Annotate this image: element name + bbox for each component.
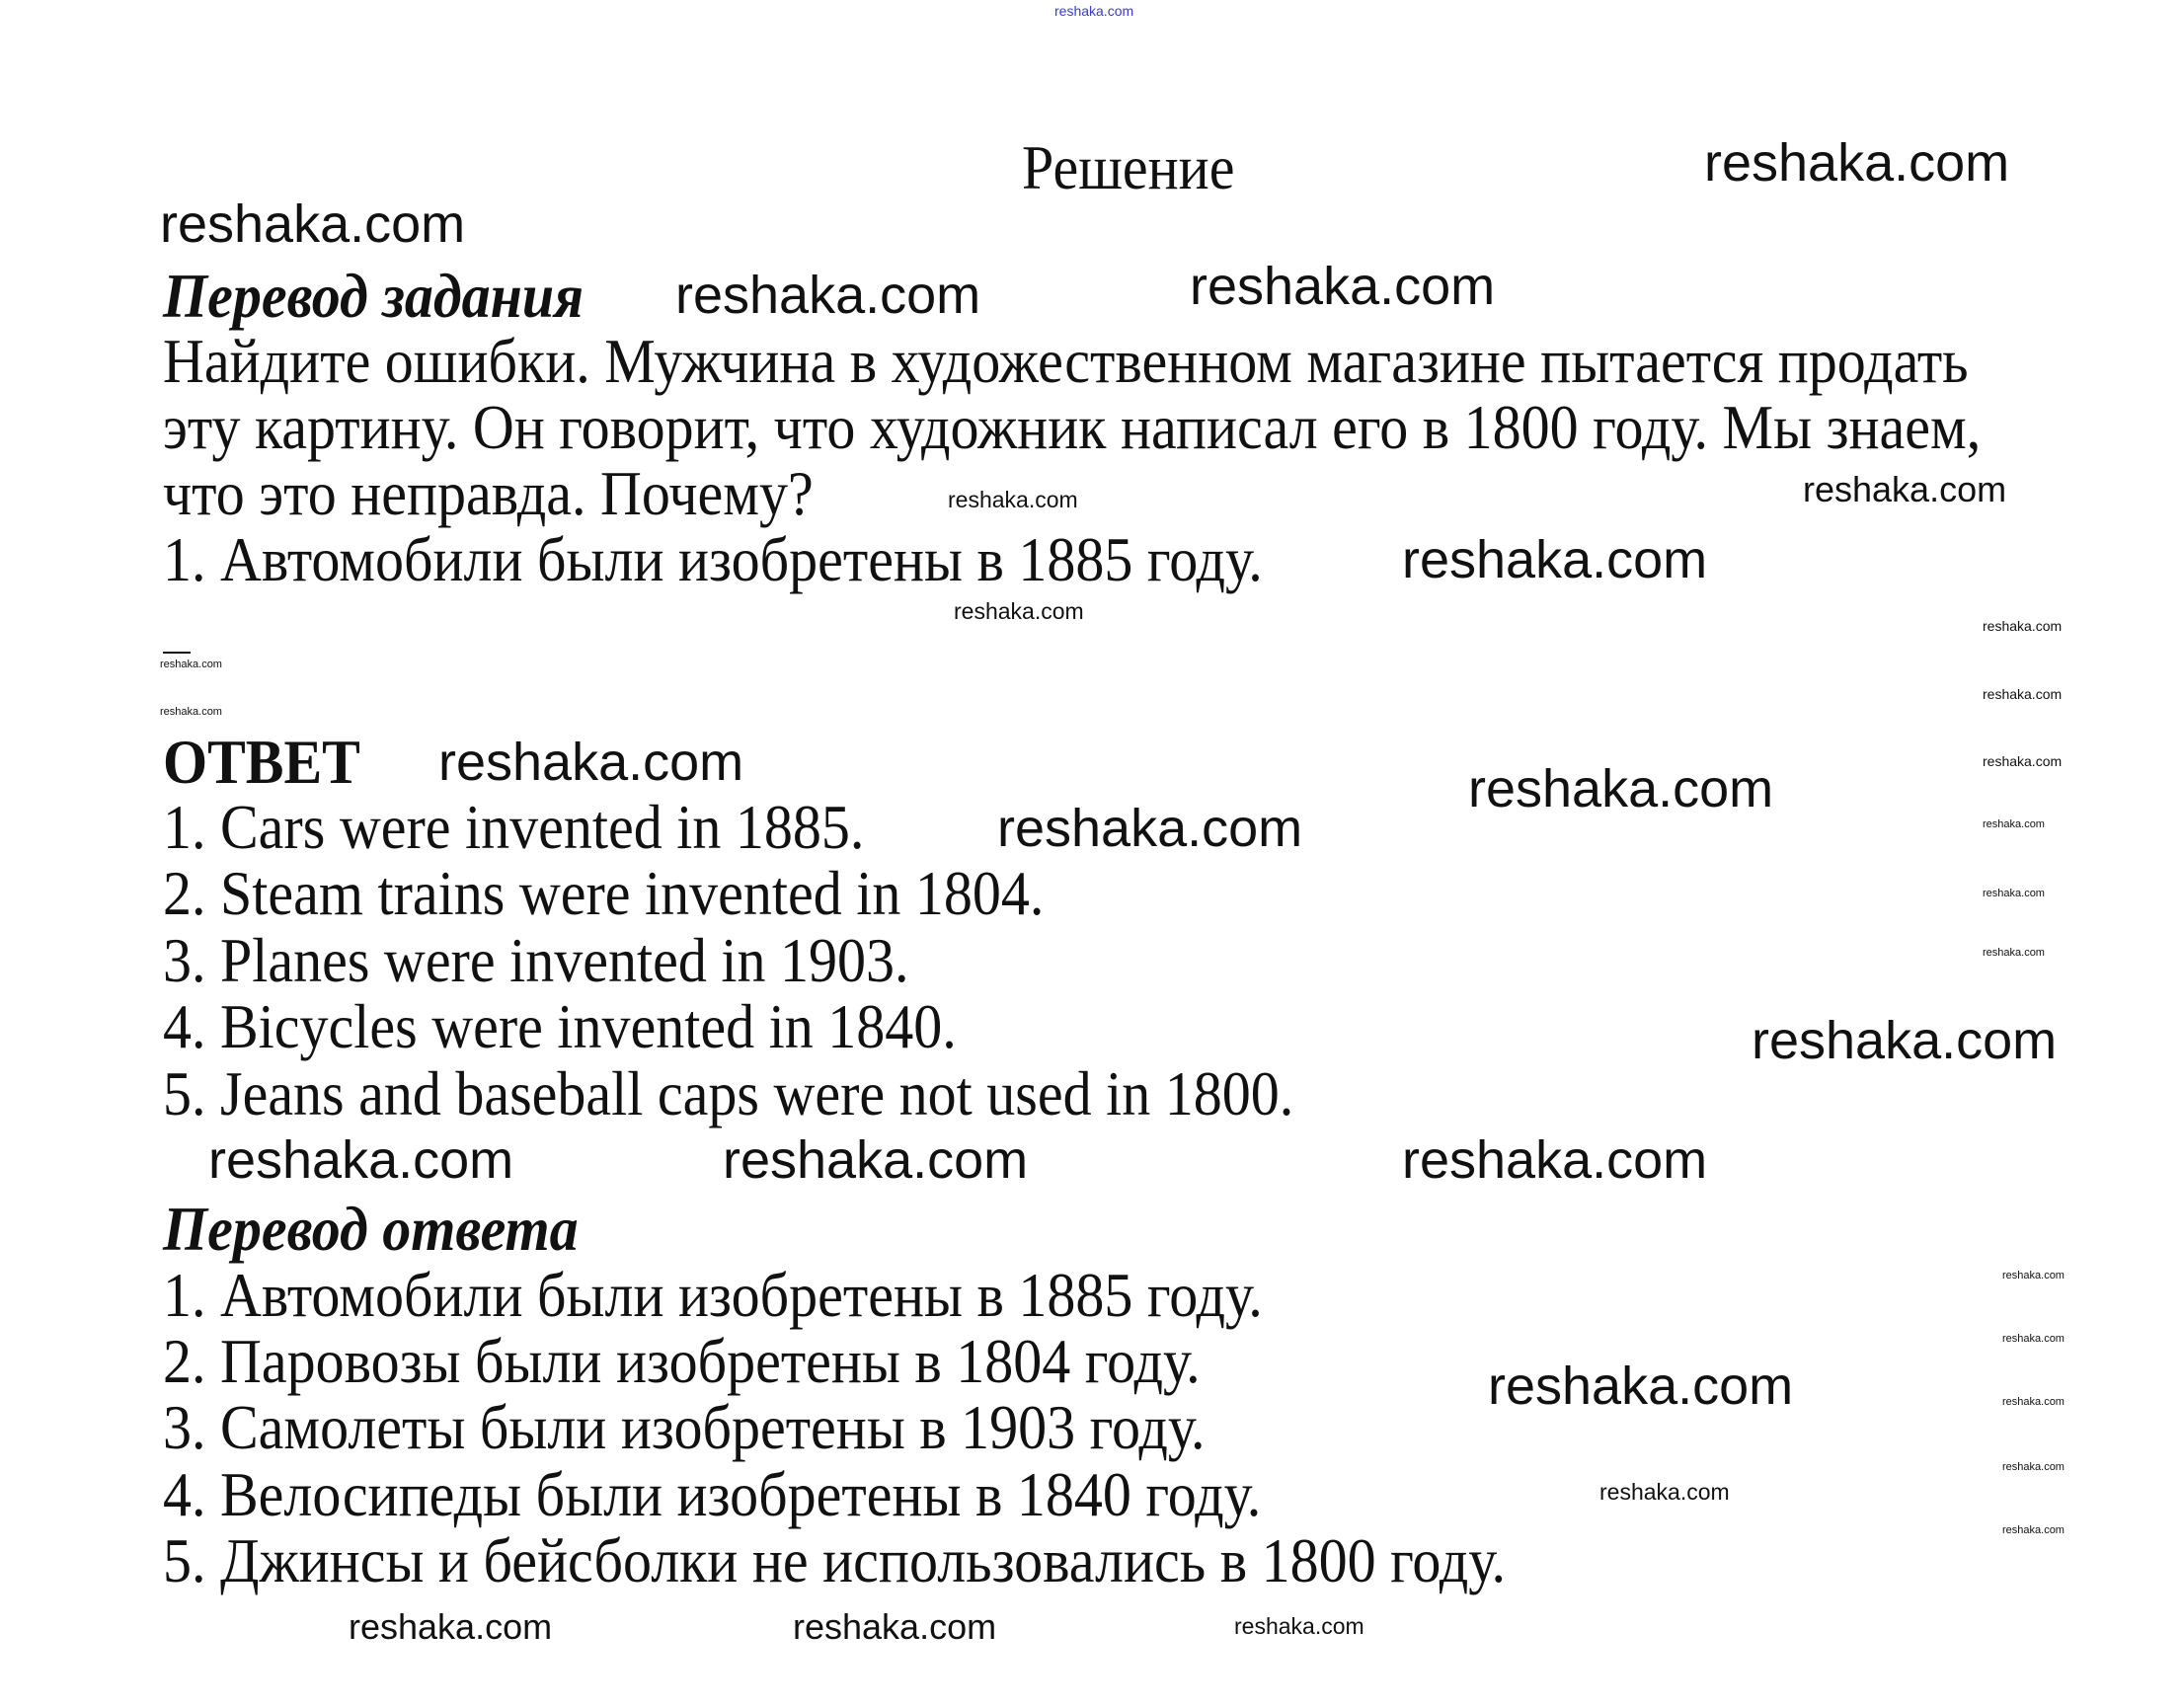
watermark: reshaka.com xyxy=(723,1130,1029,1190)
translation-item: 2. Паровозы были изобретены в 1804 году. xyxy=(163,1325,1201,1397)
watermark: reshaka.com xyxy=(2002,1396,2065,1408)
watermark: reshaka.com xyxy=(675,266,981,325)
watermark: reshaka.com xyxy=(1402,1130,1708,1190)
page-title: Решение xyxy=(1022,131,1235,203)
translation-item: 5. Джинсы и бейсболки не использовались в 1800 году. xyxy=(163,1524,1506,1596)
divider xyxy=(163,652,191,654)
answer-item: 4. Bicycles were invented in 1840. xyxy=(163,990,957,1062)
watermark: reshaka.com xyxy=(1752,1011,2058,1070)
answer-item: 1. Cars were invented in 1885. xyxy=(163,791,865,863)
watermark: reshaka.com xyxy=(2002,1333,2065,1345)
watermark: reshaka.com xyxy=(1402,530,1708,589)
watermark: reshaka.com xyxy=(1704,133,2010,193)
watermark: reshaka.com xyxy=(954,598,1084,624)
watermark: reshaka.com xyxy=(1803,469,2007,509)
watermark: reshaka.com xyxy=(349,1606,553,1647)
watermark: reshaka.com xyxy=(1983,818,2045,830)
task-line: 1. Автомобили были изобретены в 1885 году. xyxy=(163,523,1263,595)
watermark: reshaka.com xyxy=(160,659,222,670)
translation-heading: Перевод ответа xyxy=(163,1193,579,1265)
watermark: reshaka.com xyxy=(1983,947,2045,959)
watermark-top: reshaka.com xyxy=(1054,3,1134,19)
watermark: reshaka.com xyxy=(438,733,744,792)
task-line: что это неправда. Почему? xyxy=(163,457,814,529)
watermark: reshaka.com xyxy=(160,194,466,254)
watermark: reshaka.com xyxy=(1983,888,2045,899)
watermark: reshaka.com xyxy=(997,799,1303,858)
watermark: reshaka.com xyxy=(160,706,222,718)
watermark: reshaka.com xyxy=(1234,1613,1364,1639)
watermark: reshaka.com xyxy=(2002,1461,2065,1473)
translation-item: 3. Самолеты были изобретены в 1903 году. xyxy=(163,1391,1206,1463)
task-line: Найдите ошибки. Мужчина в художественном магазине пытается продать xyxy=(163,325,1969,397)
watermark: reshaka.com xyxy=(1488,1357,1794,1416)
watermark: reshaka.com xyxy=(1468,759,1774,818)
translation-item: 4. Велосипеды были изобретены в 1840 году. xyxy=(163,1458,1262,1530)
task-heading: Перевод задания xyxy=(163,260,584,332)
watermark: reshaka.com xyxy=(2002,1524,2065,1536)
translation-item: 1. Автомобили были изобретены в 1885 году. xyxy=(163,1259,1263,1331)
watermark: reshaka.com xyxy=(1190,257,1496,316)
watermark: reshaka.com xyxy=(208,1130,514,1190)
answer-heading: ОТВЕТ xyxy=(163,726,360,798)
watermark: reshaka.com xyxy=(948,487,1078,512)
answer-item: 5. Jeans and baseball caps were not used in 1800. xyxy=(163,1057,1294,1129)
watermark: reshaka.com xyxy=(1983,753,2063,769)
task-line: эту картину. Он говорит, что художник написал его в 1800 году. Мы знаем, xyxy=(163,391,1982,463)
watermark: reshaka.com xyxy=(1599,1479,1730,1505)
watermark: reshaka.com xyxy=(2002,1270,2065,1281)
watermark: reshaka.com xyxy=(1983,618,2063,634)
answer-item: 3. Planes were invented in 1903. xyxy=(163,924,909,996)
watermark: reshaka.com xyxy=(793,1606,997,1647)
answer-item: 2. Steam trains were invented in 1804. xyxy=(163,857,1045,929)
watermark: reshaka.com xyxy=(1983,686,2063,702)
